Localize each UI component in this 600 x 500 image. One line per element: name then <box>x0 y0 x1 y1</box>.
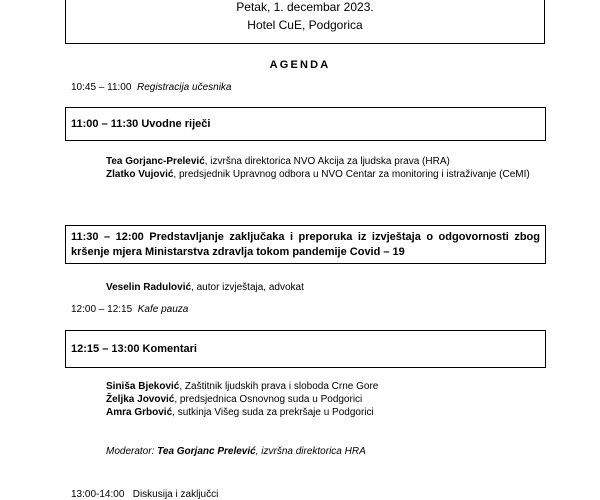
session-opening <box>65 107 546 141</box>
session-presentation <box>65 225 546 264</box>
speaker-role: , autor izvještaja, advokat <box>191 282 304 293</box>
break-line <box>71 304 188 315</box>
registration-line <box>71 82 232 93</box>
event-date: Petak, 1. decembar 2023. <box>236 0 374 14</box>
closing-label: Diskusija i zaključci <box>132 489 219 500</box>
speaker-role: , sutkinja Višeg suda za prekršaje u Podgorici <box>172 407 374 418</box>
speaker-comments-3 <box>106 406 374 419</box>
event-venue: Hotel CuE, Podgorica <box>247 18 363 32</box>
speaker-role: , predsjednica Osnovnog suda u Podgorici <box>174 394 363 405</box>
speaker-comments-1 <box>106 380 378 393</box>
speaker-role: , Zaštitnik ljudskih prava i sloboda Crne Gore <box>179 381 379 392</box>
speaker-name: Željka Jovović <box>106 394 175 405</box>
moderator-line <box>106 446 366 457</box>
registration-label: Registracija učesnika <box>137 82 232 93</box>
session-opening-title: 11:00 – 11:30 Uvodne riječi <box>71 118 211 130</box>
speaker-opening-2 <box>106 168 530 181</box>
speaker-presentation-1 <box>106 281 304 294</box>
agenda-title: AGENDA <box>269 59 331 71</box>
session-comments <box>65 330 546 368</box>
break-label: Kafe pauza <box>137 304 189 315</box>
speaker-name: Zlatko Vujović <box>106 169 174 180</box>
speaker-name: Amra Grbović <box>106 407 173 418</box>
break-time: 12:00 – 12:15 <box>71 304 133 315</box>
speaker-name: Tea Gorjanc-Prelević <box>106 156 205 167</box>
closing-line <box>71 489 218 500</box>
closing-time: 13:00-14:00 <box>71 489 125 500</box>
speaker-opening-1 <box>106 155 530 168</box>
session-comments-title: 12:15 – 13:00 Komentari <box>71 343 197 355</box>
moderator-role: , izvršna direktorica HRA <box>255 446 366 457</box>
registration-time: 10:45 – 11:00 <box>71 82 132 93</box>
moderator-name: Tea Gorjanc Prelević <box>157 446 256 457</box>
moderator-prefix: Moderator: <box>106 446 155 457</box>
session-presentation-title: 11:30 – 12:00 Predstavljanje zaključaka i preporuka iz izvještaja o odgovornosti zbog kršenje mjera Ministarstva zdravlja tokom pandemije Covid – 19 <box>71 231 540 258</box>
speaker-name: Veselin Radulović <box>106 282 192 293</box>
speaker-role: , predsjednik Upravnog odbora u NVO Centar za monitoring i istraživanje (CeMI) <box>173 169 530 180</box>
speaker-comments-2 <box>106 393 362 406</box>
speaker-name: Siniša Bjeković <box>106 381 180 392</box>
event-header-box <box>65 0 545 44</box>
speaker-role: , izvršna direktorica NVO Akcija za ljudska prava (HRA) <box>204 156 450 167</box>
